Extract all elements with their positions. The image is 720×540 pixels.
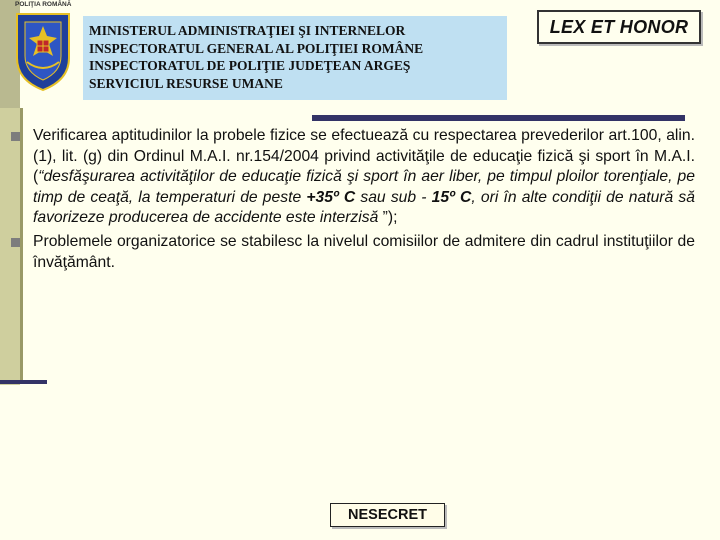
bullet-text-physical-tests (33, 126, 695, 229)
temperature-low: 15º C (431, 188, 472, 206)
ministry-line: MINISTERUL ADMINISTRAŢIEI ŞI INTERNELOR (89, 23, 406, 38)
bullet-text-italic: sau sub - (355, 188, 432, 206)
square-bullet-icon (11, 132, 20, 141)
left-band-horizontal-rule (0, 380, 47, 384)
bullet-text-part: ”); (378, 209, 398, 227)
list-item (11, 232, 695, 273)
classification-stamp (330, 503, 445, 527)
title-rule (312, 115, 685, 121)
bullet-text-italic: “desfăşurarea activităţilor de educaţie fizică şi sport în aer liber, pe timpul ploilor torenţiale, pe timp de ceaţă, la temperaturi de peste (33, 168, 695, 206)
classification-label: NESECRET (348, 507, 427, 523)
bullet-text-organizational: Problemele organizatorice se stabilesc la nivelul comisiilor de admitere din cadrul instituţiilor de învăţământ. (33, 232, 695, 271)
list-item (11, 126, 695, 229)
motto-text: LEX ET HONOR (549, 16, 689, 37)
county-inspectorate-line: INSPECTORATUL DE POLIŢIE JUDEŢEAN ARGEŞ (89, 58, 411, 73)
bullet-text-italic: , ori în alte condiţii de natură să favorizeze producerea de accidente este interzisă (33, 188, 695, 227)
ministry-header-box (83, 16, 507, 100)
square-bullet-icon (11, 238, 20, 247)
motto-box (537, 10, 701, 44)
bullet-list (11, 126, 695, 273)
police-logo (7, 0, 79, 92)
romanian-police-crest-icon (7, 0, 79, 92)
temperature-high: +35º C (306, 188, 356, 206)
bullet-text-part: Verificarea aptitudinilor la probele fizice se efectuează cu respectarea prevederilor art.100, alin. (1), lit. (g) din Ordinul M.A.I. nr.154/2004 privind activităţile de educaţie fizică şi sport în M.A.I. ( (33, 127, 695, 186)
logo-caption: POLIŢIA ROMÂNĂ (15, 1, 72, 8)
service-line: SERVICIUL RESURSE UMANE (89, 75, 283, 91)
inspectorate-general-line: INSPECTORATUL GENERAL AL POLIŢIEI ROMÂNE (89, 40, 424, 56)
